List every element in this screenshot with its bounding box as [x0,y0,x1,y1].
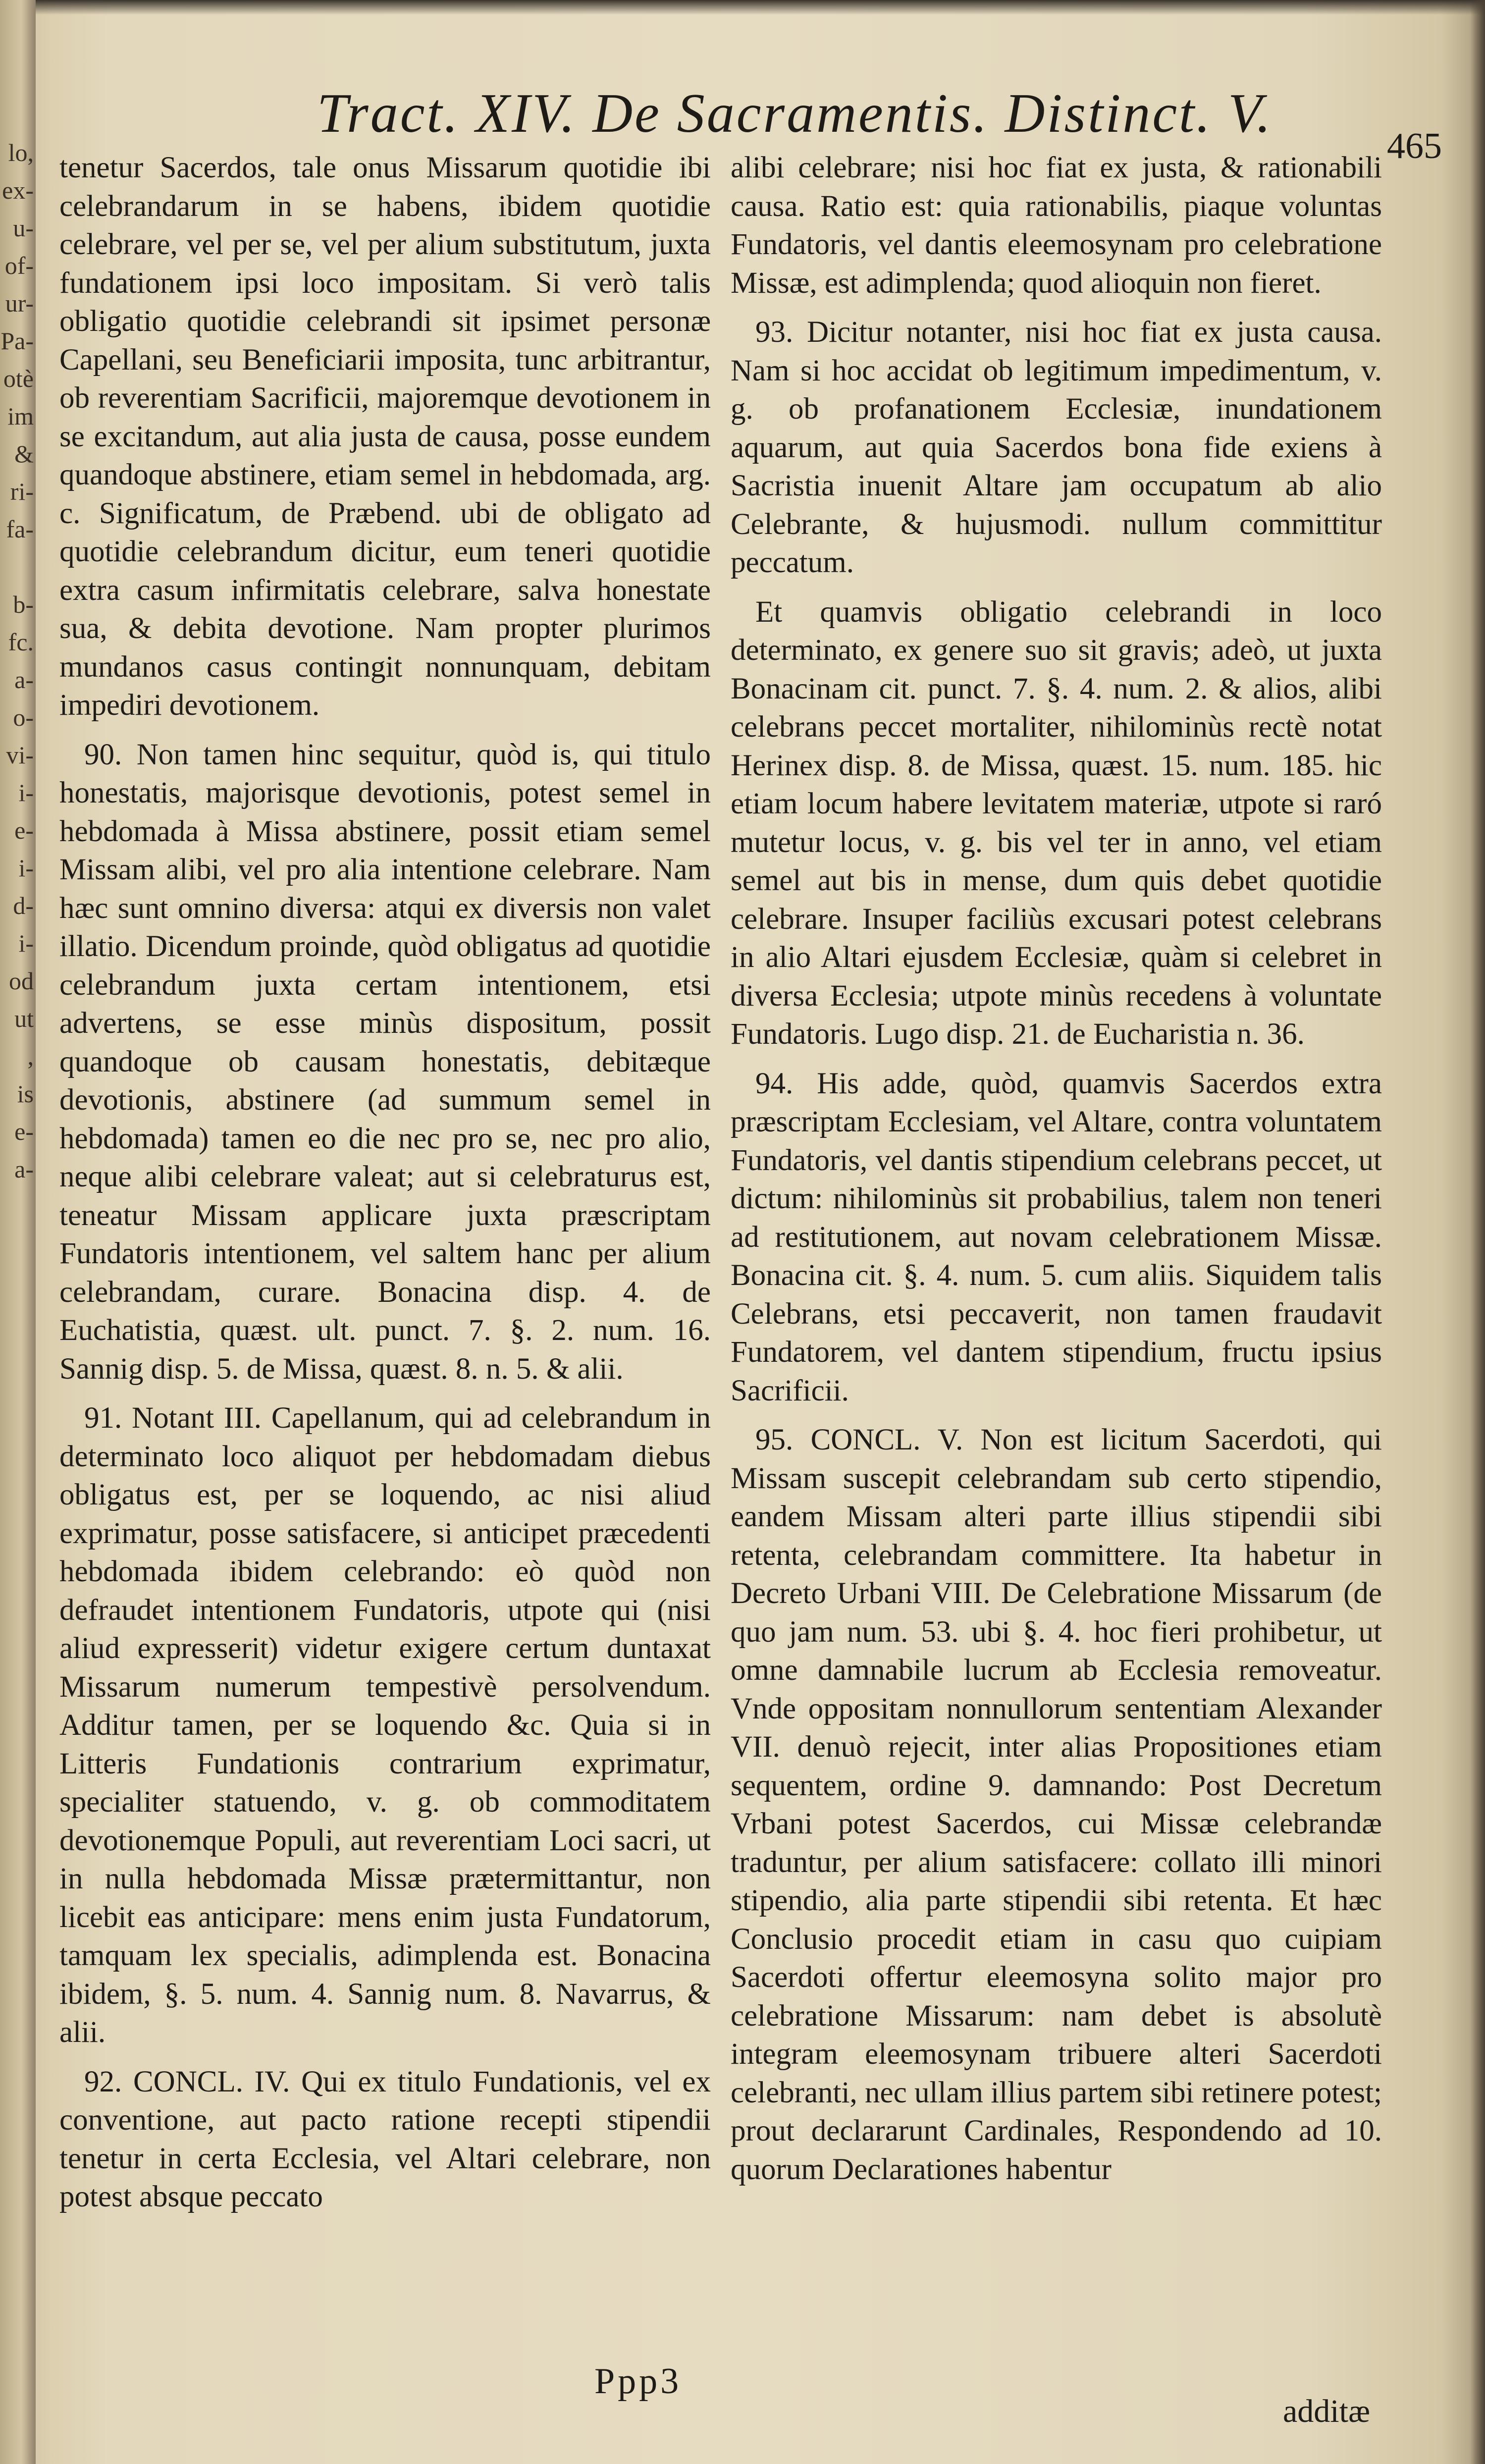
facing-page-fragment: Pa- [0,327,34,355]
paragraph: 94. His adde, quòd, quamvis Sacerdos extra præscriptam Ecclesiam, vel Altare, contra voluntatem Fundatoris, vel dantis stipendium celebrans peccet, ut dictum: nihilominùs sit probabilius, talem non teneri ad restitutionem, aut novam celebrationem Missæ. Bonacina cit. §. 4. num. 5. cum aliis. Siquidem talis Celebrans, etsi peccaverit, non tamen fraudavit Fundatorem, vel dantem stipendium, fructu ipsius Sacrificii. [731,1067,1382,1407]
page-right-edge [1470,0,1485,2464]
running-header [317,82,1456,166]
paragraph: 91. Notant III. Capellanum, qui ad celebrandum in determinato loco aliquot per hebdomadam diebus obligatus est, per se loquendo, ac nisi aliud exprimatur, posse satisfacere, si anticipet præcedenti hebdomada ibidem celebrando: eò quòd non defraudet intentionem Fundatoris, utpote qui (nisi aliud expresserit) videtur exigere certum duntaxat Missarum numerum tempestivè persolvendum. Additur tamen, per se loquendo &c. Quia si in Litteris Fundationis contrarium exprimatur, specialiter statuendo, v. g. ob commoditatem devotionemque Populi, aut reverentiam Loci sacri, ut in nulla hebdomada Missæ prætermittantur, non licebit eas anticipare: mens enim justa Fundatorum, tamquam lex specialis, adimplenda est. Bonacina ibidem, §. 5. num. 4. Sannig num. 8. Navarrus, & alii. [59,1401,711,2049]
facing-page-fragment: ex- [2,176,34,204]
facing-page-fragment: e- [14,816,34,844]
catchword: additæ [1283,2393,1370,2429]
facing-page-fragment [0,548,34,586]
facing-page-fragment: ri- [10,478,34,505]
facing-page-fragment: fc. [8,628,34,656]
facing-page-fragment: vi- [6,741,34,769]
paragraph: 93. Dicitur notanter, nisi hoc fiat ex justa causa. Nam si hoc accidat ob legitimum impedimentum, v. g. ob profanationem Ecclesiæ, inundationem aquarum, aut quia Sacerdos bona fide exiens à Sacristia inuenit Altare jam occupatum ab alio Celebrante, & hujusmodi. nullum committitur peccatum. [731,316,1382,579]
facing-page-fragments [0,134,34,1188]
running-title: Tract. XIV. De Sacramentis. Distinct. V. [317,83,1273,144]
facing-page-fragment: , [27,1042,34,1070]
signature-mark: Ppp3 [594,2361,682,2402]
left-text-column [59,149,711,2227]
facing-page-fragment: o- [13,703,34,731]
facing-page-fragment: lo, [8,139,34,166]
paragraph: 92. CONCL. IV. Qui ex titulo Fundationis, vel ex conventione, aut pacto ratione recepti stipendii tenetur in certa Ecclesia, vel Altari celebrare, non potest absque peccato [59,2065,711,2213]
paragraph: tenetur Sacerdos, tale onus Missarum quotidie ibi celebrandarum in se habens, ibidem quotidie celebrare, vel per se, vel per alium substitutum, juxta fundationem ipsi loco impositam. Si verò talis obligatio quotidie celebrandi sit ipsimet personæ Capellani, seu Beneficiarii imposita, tunc arbitrantur, ob reverentiam Sacrificii, majoremque devotionem in se excitandum, aut alia justa de causa, posse eundem quandoque abstinere, etiam semel in hebdomada, arg. c. Significatum, de Præbend. ubi de obligato ad quotidie celebrandum dicitur, eum teneri quotidie extra casum infirmitatis celebrare, salva honestate sua, & debita devotione. Nam propter plurimos mundanos casus contingit nonnunquam, debitam impediri devotionem. [59,151,711,722]
facing-page-fragment: ur- [5,289,34,317]
facing-page-fragment: i- [18,779,34,806]
facing-page-edge [0,0,36,2464]
facing-page-fragment: otè [3,365,34,392]
paragraph: 95. CONCL. V. Non est licitum Sacerdoti, qui Missam suscepit celebrandam sub certo stipendio, eandem Missam alteri parte illius stipendii sibi retenta, celebrandam committere. Ita habetur in Decreto Urbani VIII. De Celebratione Missarum (de quo jam num. 53. ubi §. 4. hoc fieri prohibetur, ut omne damnabile lucrum ab Ecclesia removeatur. Vnde oppositam nonnullorum sententiam Alexander VII. denuò rejecit, inter alias Propositiones etiam sequentem, ordine 9. damnando: Post Decretum Vrbani potest Sacerdos, cui Missæ celebrandæ traduntur, per alium satisfacere: collato illi minori stipendio, alia parte stipendii sibi retenta. Et hæc Conclusio procedit etiam in casu quo cuipiam Sacerdoti offertur eleemosyna solito major pro celebratione Missarum: nam debet is absolutè integram eleemosynam tribuere alteri Sacerdoti celebranti, nec ullam illius partem sibi retinere potest; prout declararunt Cardinales, Respondendo ad 10. quorum Declarationes habentur [731,1423,1382,2186]
facing-page-fragment: i- [18,854,34,882]
facing-page-fragment: od [9,967,34,995]
page-number: 465 [1387,126,1442,166]
right-text-column [731,149,1382,2199]
facing-page-fragment: a- [14,666,34,694]
facing-page-fragment: ut [14,1005,34,1032]
paragraph: alibi celebrare; nisi hoc fiat ex justa, & rationabili causa. Ratio est: quia rationabilis, piaque voluntas Fundatoris, vel dantis eleemosynam pro celebratione Missæ, est adimplenda; quod alioquin non fieret. [731,151,1382,300]
facing-page-fragment: b- [13,590,34,618]
facing-page-fragment: fa- [6,515,34,543]
facing-page-fragment: u- [13,214,34,242]
paragraph: Et quamvis obligatio celebrandi in loco determinato, ex genere suo sit gravis; adeò, ut juxta Bonacinam cit. punct. 7. §. 4. num. 2. & alios, alibi celebrans peccet mortaliter, nihilominùs rectè notat Herinex disp. 8. de Missa, quæst. 15. num. 185. hic etiam locum habere levitatem materiæ, utpote si raró mutetur locus, v. g. bis vel ter in anno, vel etiam semel aut bis in mense, dum quis debet quotidie celebrare. Insuper faciliùs excusari potest celebrans in alio Altari ejusdem Ecclesiæ, quàm si celebret in diversa Ecclesia; utpote minùs recedens à voluntate Fundatoris. Lugo disp. 21. de Eucharistia n. 36. [731,595,1382,1051]
facing-page-fragment: is [17,1080,34,1108]
facing-page-fragment: & [14,440,34,468]
facing-page-fragment: of- [4,252,34,279]
facing-page-fragment: d- [13,892,34,919]
facing-page-fragment: a- [14,1155,34,1183]
facing-page-fragment: e- [14,1118,34,1145]
paragraph: 90. Non tamen hinc sequitur, quòd is, qui titulo honestatis, majorisque devotionis, potest semel in hebdomada à Missa abstinere, possit etiam semel Missam alibi, vel pro alia intentione celebrare. Nam hæc sunt omnino diversa: atqui ex diversis non valet illatio. Dicendum proinde, quòd obligatus ad quotidie celebrandum juxta certam intentionem, etsi advertens, se esse minùs dispositum, possit quandoque ob causam honestatis, debitæque devotionis, abstinere (ad summum semel in hebdomada) tamen eo die nec pro se, nec pro alio, neque alibi celebrare valeat; aut si celebraturus est, teneatur Missam applicare juxta præscriptam Fundatoris intentionem, vel saltem hanc per alium celebrandam, curare. Bonacina disp. 4. de Euchatistia, quæst. ult. punct. 7. §. 2. num. 16. Sannig disp. 5. de Missa, quæst. 8. n. 5. & alii. [59,738,711,1386]
facing-page-fragment: im [7,402,34,430]
page-top-shadow [0,0,1485,15]
facing-page-fragment: i- [18,929,34,957]
